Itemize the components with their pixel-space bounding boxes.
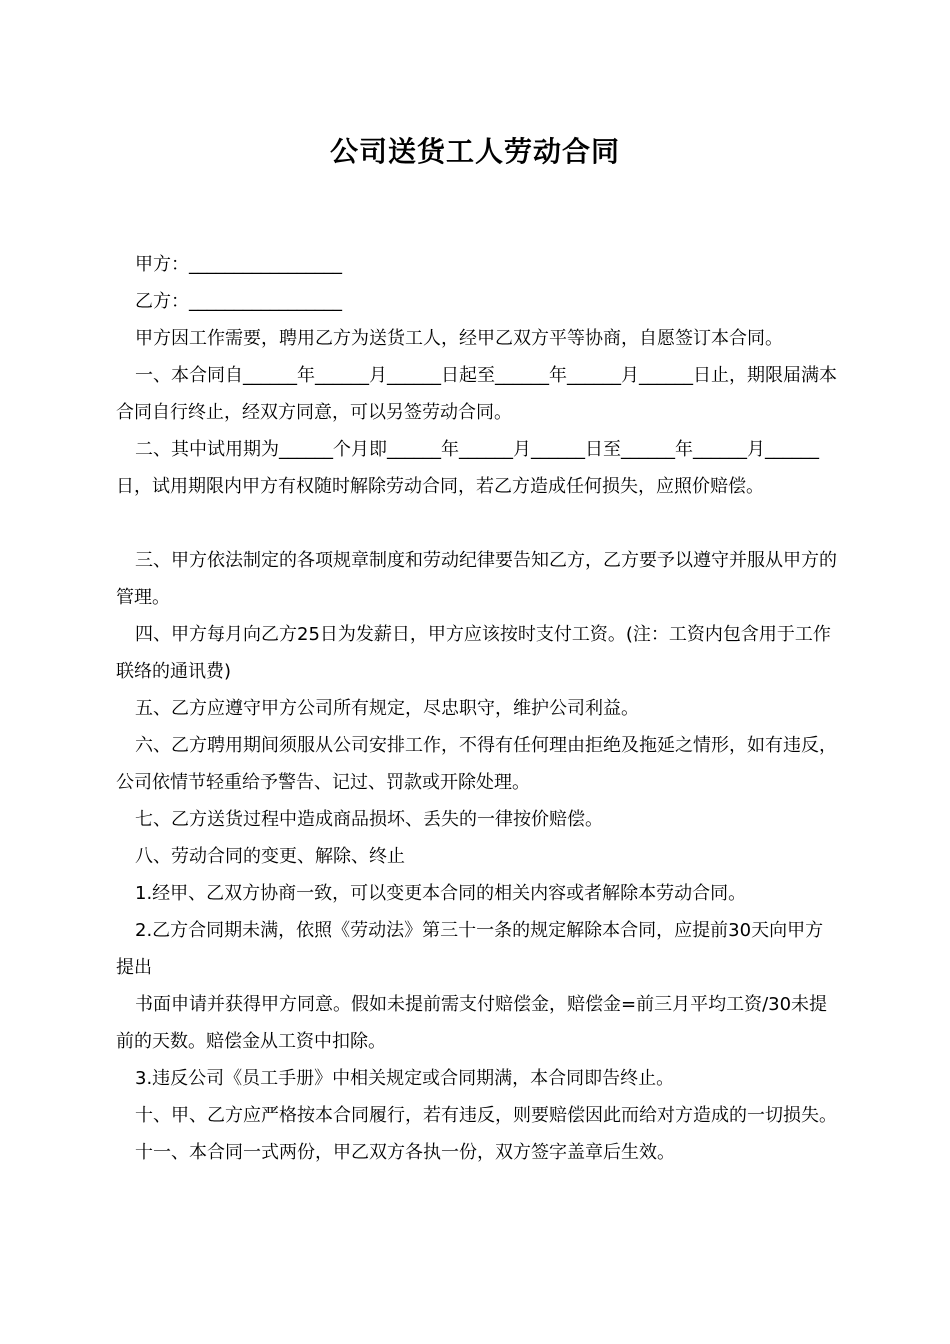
document-body <box>116 246 838 1171</box>
clause-4: 四、甲方每月向乙方25日为发薪日，甲方应该按时支付工资。(注：工资内包含用于工作联络的通讯费) <box>116 624 831 682</box>
blank-spacer <box>116 505 838 542</box>
clause-2: 二、其中试用期为______个月即______年______月______日至______年______月______日，试用期限内甲方有权随时解除劳动合同，若乙方造成任何损失，应照价赔偿。 <box>116 439 819 497</box>
document-title: 公司送货工人劳动合同 <box>329 135 620 168</box>
clause-5: 五、乙方应遵守甲方公司所有规定，尽忠职守，维护公司利益。 <box>135 698 639 719</box>
clause-8-item-3: 3.违反公司《员工手册》中相关规定或合同期满，本合同即告终止。 <box>135 1068 675 1089</box>
clause-3: 三、甲方依法制定的各项规章制度和劳动纪律要告知乙方，乙方要予以遵守并服从甲方的管理。 <box>116 550 837 608</box>
party-a-line: 甲方：_________________ <box>135 254 342 275</box>
clause-7: 七、乙方送货过程中造成商品损坏、丢失的一律按价赔偿。 <box>135 809 603 830</box>
preamble-paragraph: 甲方因工作需要，聘用乙方为送货工人，经甲乙双方平等协商，自愿签订本合同。 <box>135 328 783 349</box>
party-b-line: 乙方：_________________ <box>135 291 342 312</box>
clause-6: 六、乙方聘用期间须服从公司安排工作，不得有任何理由拒绝及拖延之情形，如有违反，公司依情节轻重给予警告、记过、罚款或开除处理。 <box>116 735 837 793</box>
clause-8-item-1: 1.经甲、乙双方协商一致，可以变更本合同的相关内容或者解除本劳动合同。 <box>135 883 747 904</box>
clause-8-heading: 八、劳动合同的变更、解除、终止 <box>135 846 405 867</box>
clause-10: 十、甲、乙方应严格按本合同履行，若有违反，则要赔偿因此而给对方造成的一切损失。 <box>135 1105 837 1126</box>
clause-1: 一、本合同自______年______月______日起至______年______月______日止，期限届满本合同自行终止，经双方同意，可以另签劳动合同。 <box>116 365 837 423</box>
clause-8-item-2: 2.乙方合同期未满，依照《劳动法》第三十一条的规定解除本合同，应提前30天向甲方提出 <box>116 920 824 978</box>
clause-11: 十一、本合同一式两份，甲乙双方各执一份，双方签字盖章后生效。 <box>135 1142 675 1163</box>
clause-8-item-2-continued: 书面申请并获得甲方同意。假如未提前需支付赔偿金，赔偿金=前三月平均工资/30未提前的天数。赔偿金从工资中扣除。 <box>116 994 828 1052</box>
